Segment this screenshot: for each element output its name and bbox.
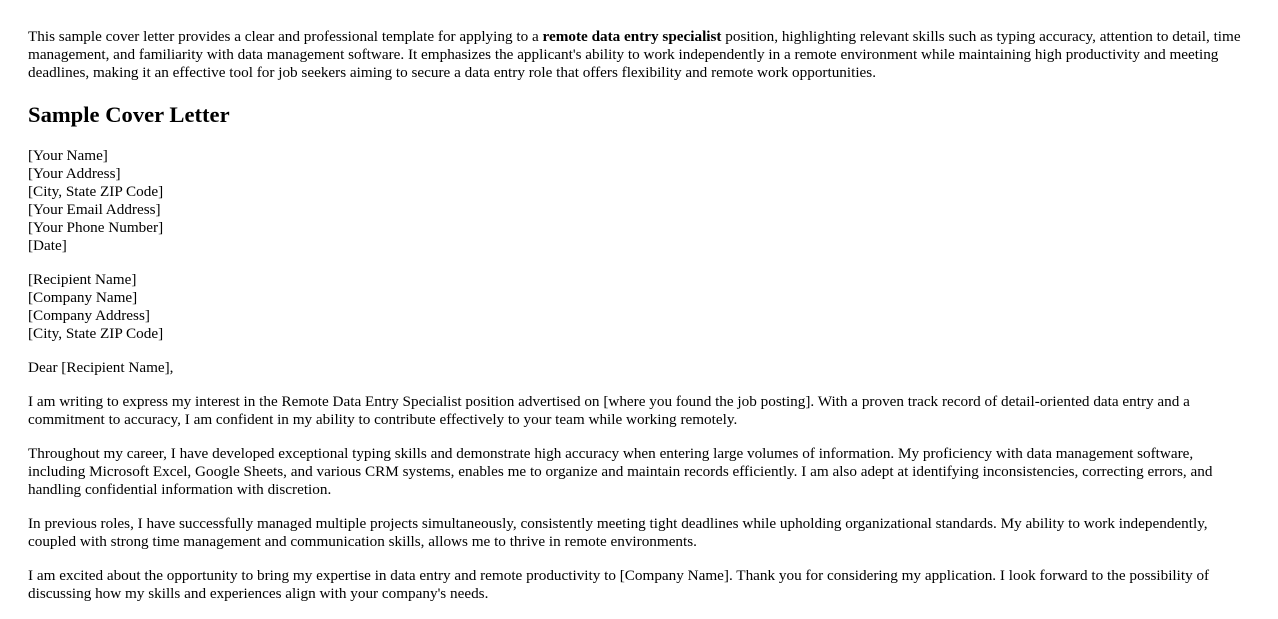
sender-city-state-zip: [City, State ZIP Code]	[28, 183, 164, 200]
intro-text-after: position, highlighting relevant skills such as typing accuracy, attention to detail, time management, and familiarity with data management software. It emphasizes the applicant's ability to work independently in a remote environment while maintaining high productivity and meeting deadlines, making it an effective tool for job seekers aiming to secure a data entry role that offers flexibility and remote work opportunities.	[28, 28, 1241, 81]
sender-address-block	[28, 147, 1250, 255]
recipient-company: [Company Name]	[28, 289, 138, 306]
recipient-address-block	[28, 271, 1250, 343]
recipient-address: [Company Address]	[28, 307, 150, 324]
salutation: Dear [Recipient Name],	[28, 359, 174, 376]
intro-highlight: remote data entry specialist	[542, 28, 722, 45]
sender-phone: [Your Phone Number]	[28, 219, 164, 236]
recipient-name: [Recipient Name]	[28, 271, 137, 288]
body-paragraph: Throughout my career, I have developed exceptional typing skills and demonstrate high accuracy when entering large volumes of information. My proficiency with data management software, including Microsoft Excel, Google Sheets, and various CRM systems, enables me to organize and maintain records efficiently. I am also adept at identifying inconsistencies, correcting errors, and handling confidential information with discretion.	[28, 445, 1213, 498]
intro-text-before: This sample cover letter provides a clear and professional template for applying to a	[28, 28, 543, 45]
body-paragraph: In previous roles, I have successfully managed multiple projects simultaneously, consistently meeting tight deadlines while upholding organizational standards. My ability to work independently, coupled with strong time management and communication skills, allows me to thrive in remote environments.	[28, 515, 1208, 550]
document-page	[28, 28, 1250, 619]
sender-email: [Your Email Address]	[28, 201, 161, 218]
page-title: Sample Cover Letter	[28, 102, 230, 127]
intro-paragraph	[28, 28, 1250, 82]
sender-name: [Your Name]	[28, 147, 108, 164]
sender-address: [Your Address]	[28, 165, 121, 182]
letter-date: [Date]	[28, 237, 67, 254]
body-paragraph: I am excited about the opportunity to bring my expertise in data entry and remote productivity to [Company Name]. Thank you for considering my application. I look forward to the possibility of discussing how my skills and experiences align with your company's needs.	[28, 567, 1210, 602]
recipient-city-state-zip: [City, State ZIP Code]	[28, 325, 164, 342]
body-paragraph: I am writing to express my interest in the Remote Data Entry Specialist position advertised on [where you found the job posting]. With a proven track record of detail-oriented data entry and a commitment to accuracy, I am confident in my ability to contribute effectively to your team while working remotely.	[28, 393, 1190, 428]
